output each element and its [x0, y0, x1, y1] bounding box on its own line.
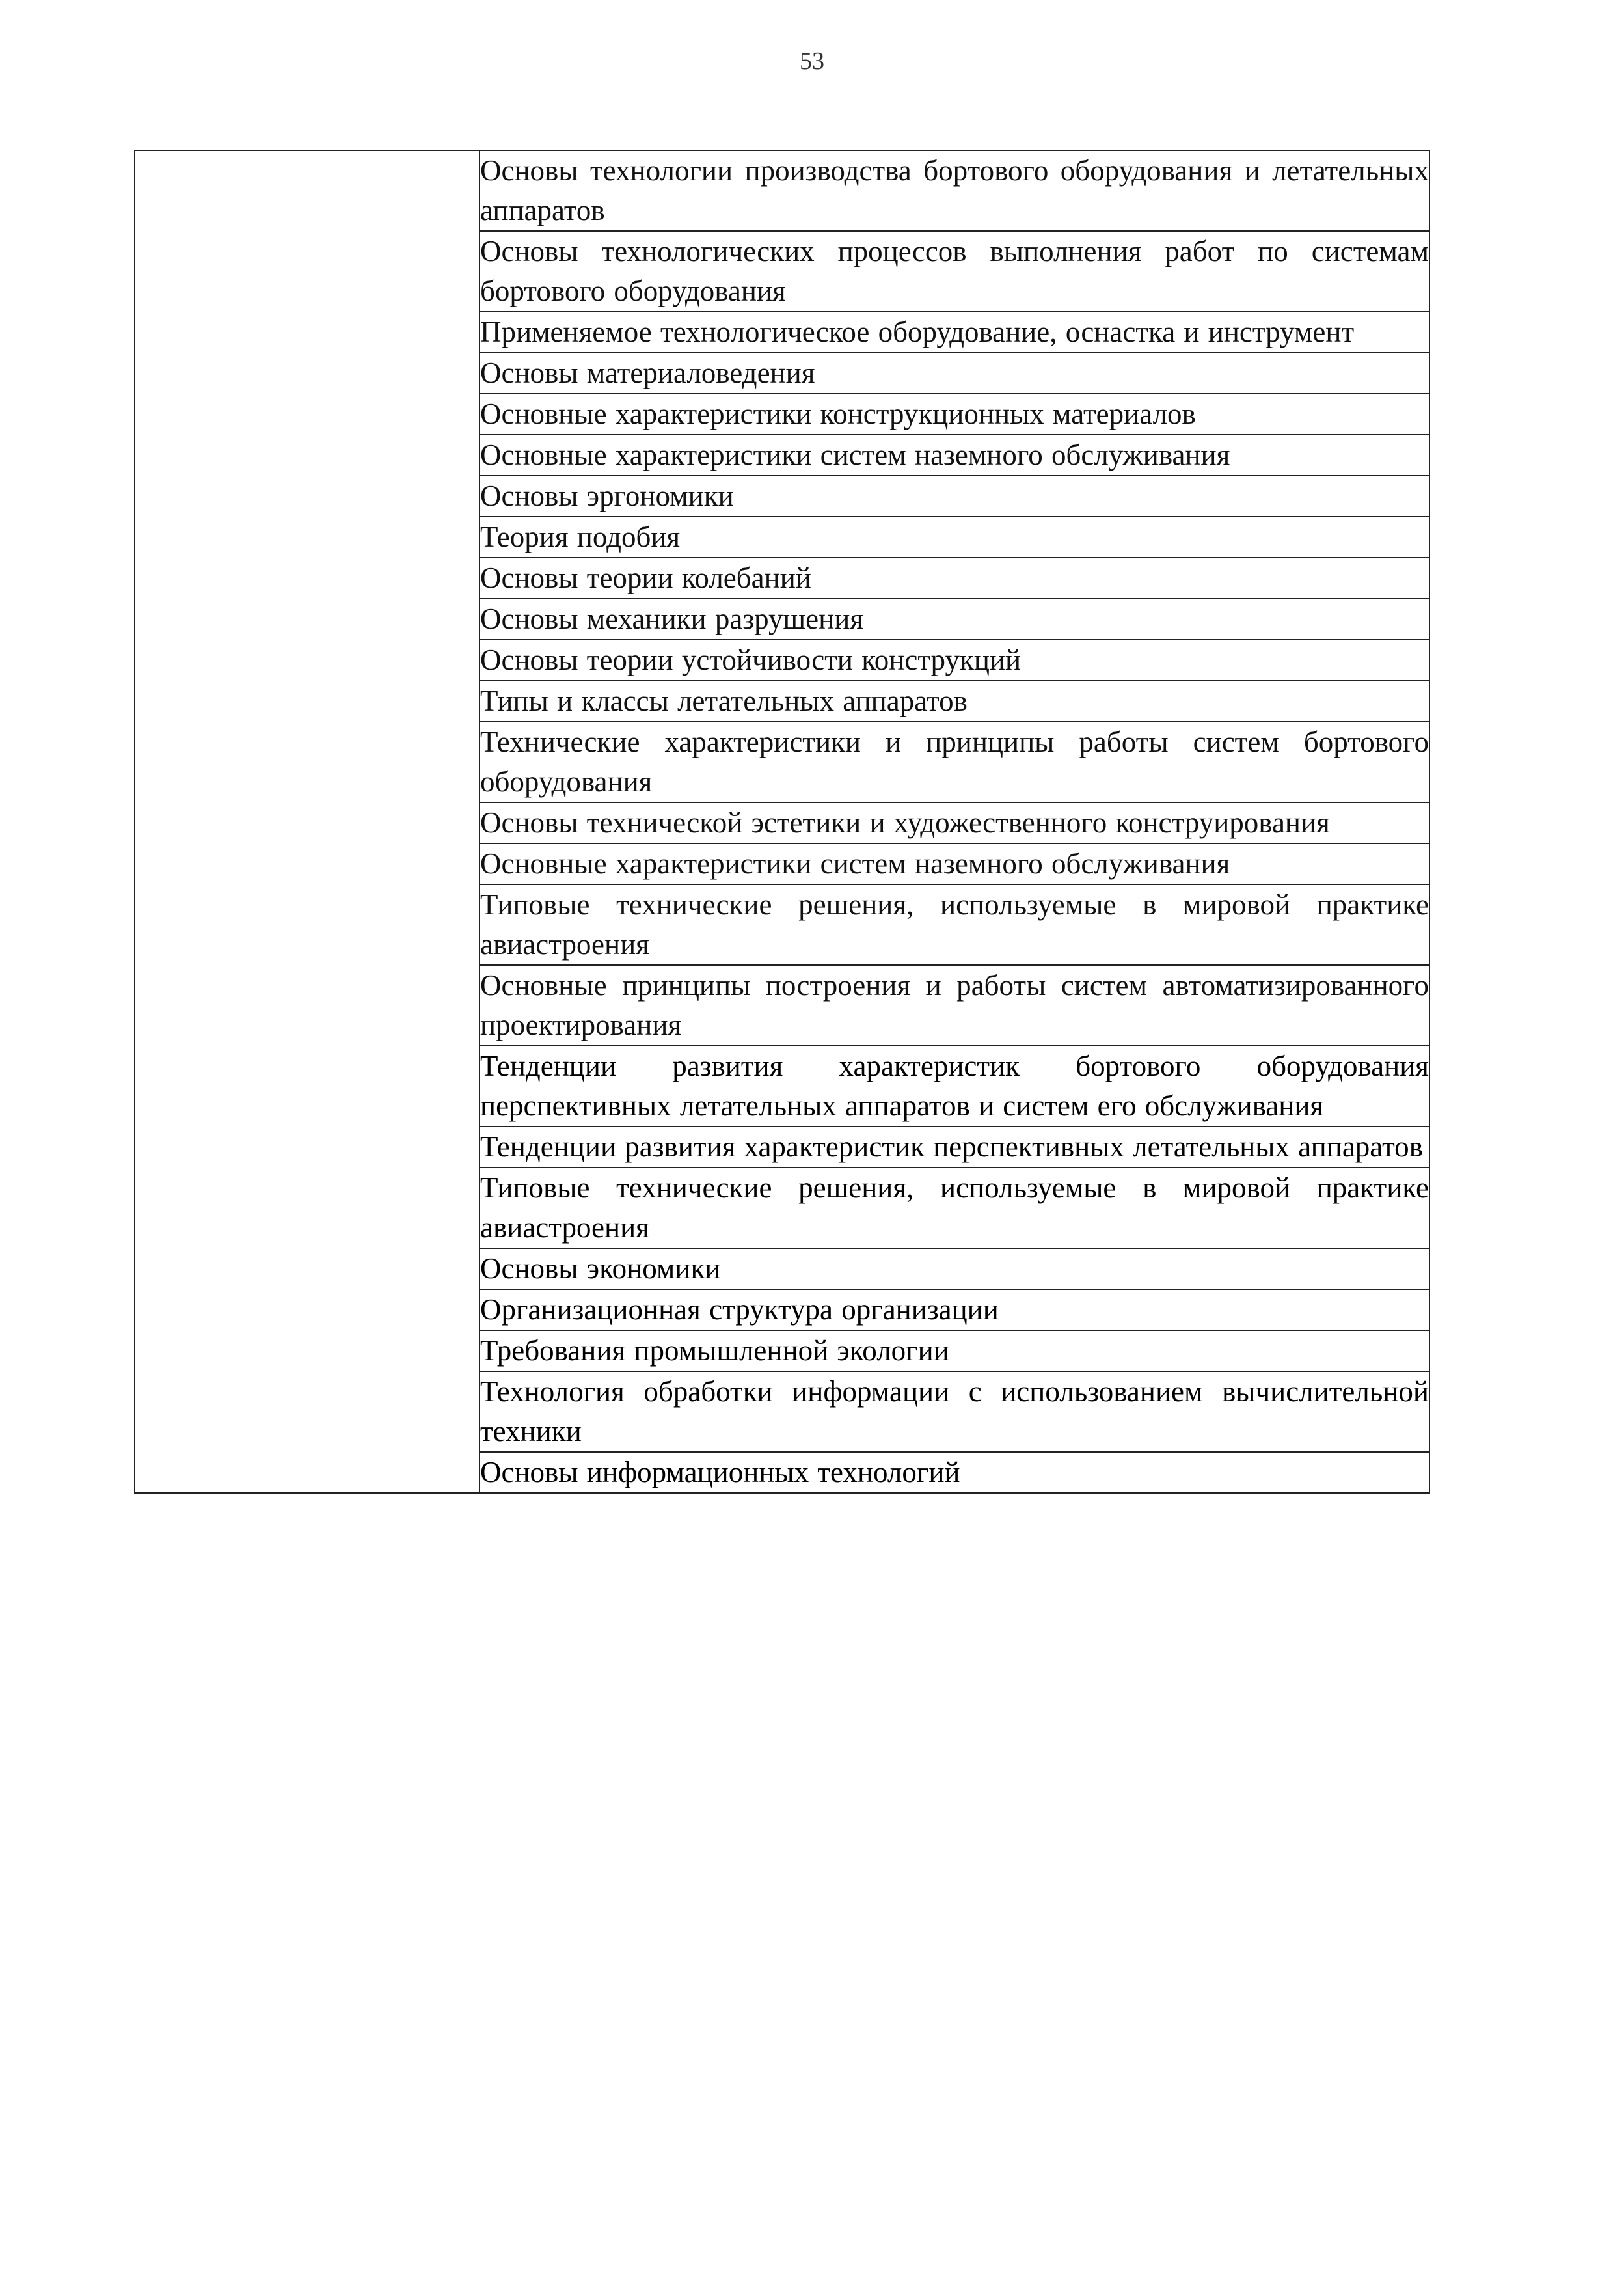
table-cell: Основы технической эстетики и художественного конструирования	[480, 802, 1429, 843]
page-number: 53	[800, 48, 824, 75]
table-cell: Основы теории колебаний	[480, 558, 1429, 599]
table-cell: Типовые технические решения, используемые в мировой практике авиастроения	[480, 884, 1429, 965]
table-cell: Технические характеристики и принципы работы систем бортового оборудования	[480, 722, 1429, 802]
table-cell: Основы материаловедения	[480, 353, 1429, 394]
table-cell: Типы и классы летательных аппаратов	[480, 681, 1429, 722]
table-cell: Основные принципы построения и работы систем автоматизированного проектирования	[480, 965, 1429, 1046]
table-cell: Основные характеристики конструкционных материалов	[480, 394, 1429, 435]
table-cell: Основы технологии производства бортового оборудования и летательных аппаратов	[480, 150, 1429, 231]
table-cell: Основы теории устойчивости конструкций	[480, 640, 1429, 681]
table-cell: Организационная структура организации	[480, 1289, 1429, 1330]
table-cell: Технология обработки информации с использованием вычислительной техники	[480, 1371, 1429, 1452]
table-cell: Основные характеристики систем наземного обслуживания	[480, 435, 1429, 476]
table-cell: Типовые технические решения, используемые в мировой практике авиастроения	[480, 1168, 1429, 1248]
table-cell: Тенденции развития характеристик перспективных летательных аппаратов	[480, 1127, 1429, 1168]
table-row	[135, 150, 1429, 231]
table-cell: Основы эргономики	[480, 476, 1429, 517]
knowledge-table	[134, 150, 1430, 1494]
empty-left-cell	[135, 150, 480, 1493]
table-cell: Применяемое технологическое оборудование, оснастка и инструмент	[480, 312, 1429, 353]
table-cell: Основы экономики	[480, 1248, 1429, 1289]
table-cell: Тенденции развития характеристик бортового оборудования перспективных летательных аппаратов и систем его обслуживания	[480, 1046, 1429, 1127]
table-cell: Основы механики разрушения	[480, 599, 1429, 640]
table-cell: Требования промышленной экологии	[480, 1330, 1429, 1371]
table-cell: Основные характеристики систем наземного обслуживания	[480, 843, 1429, 884]
table-cell: Основы технологических процессов выполнения работ по системам бортового оборудования	[480, 231, 1429, 312]
table-cell: Основы информационных технологий	[480, 1452, 1429, 1493]
table-cell: Теория подобия	[480, 517, 1429, 558]
